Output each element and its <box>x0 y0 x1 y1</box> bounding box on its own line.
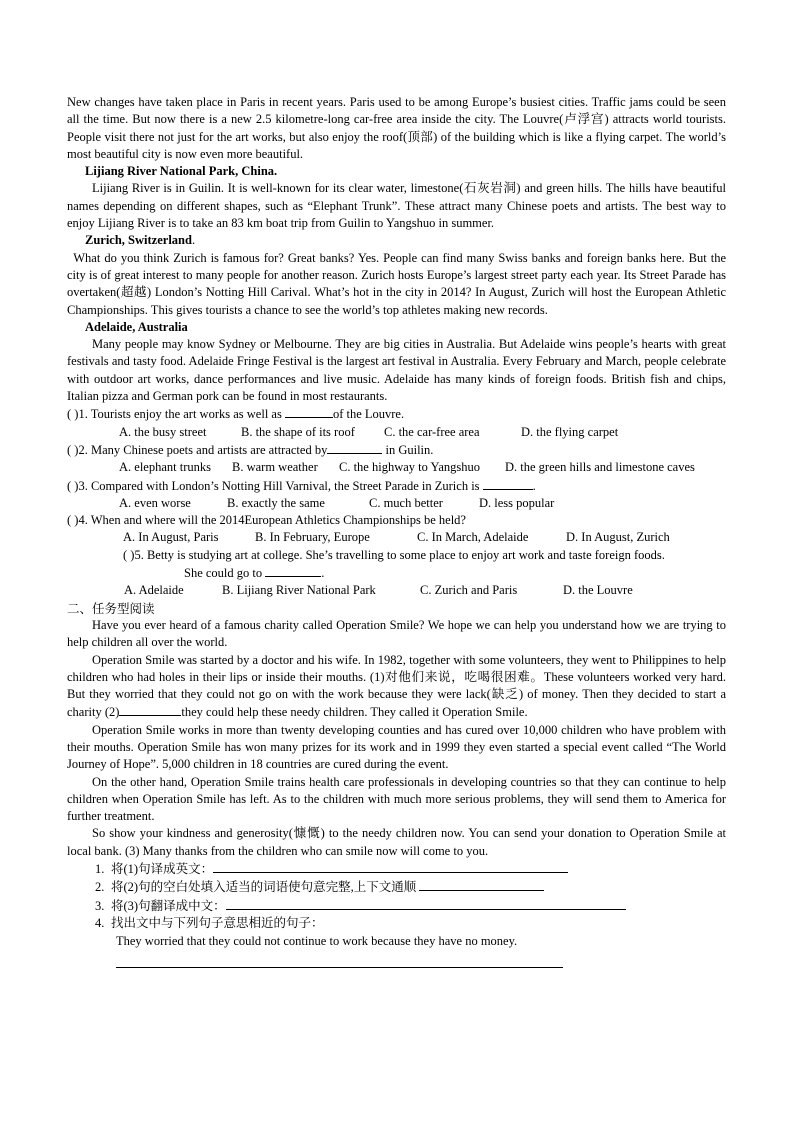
answer-blank[interactable] <box>285 405 333 418</box>
task-number: 1. <box>95 862 105 877</box>
option-a[interactable]: A. elephant trunks <box>119 460 211 475</box>
option-c[interactable]: C. the highway to Yangshuo <box>339 460 480 475</box>
option-b[interactable]: B. warm weather <box>232 460 318 475</box>
question-2-stem: ( )2. Many Chinese poets and artists are attracted by <box>67 442 328 457</box>
task-number: 2. <box>95 880 105 895</box>
answer-blank[interactable] <box>265 564 321 577</box>
task-4-answer-line[interactable] <box>116 955 563 968</box>
answer-line[interactable] <box>213 860 568 873</box>
question-1-stem-end: of the Louvre. <box>332 407 405 422</box>
question-3-stem-end: . <box>532 478 536 493</box>
zurich-paragraph: What do you think Zurich is famous for? Great banks? Yes. People can find many Swiss banks and foreign banks here. But the city is of great interest to many people for another reason. Zurich hosts Europe’s largest street party each year. Its Street Parade has overtaken(超越) London’s Notting Hill Carival. What’s hot in the city in 2014? In August, Zurich will host the European Athletic Championships. This gives tourists a chance to see the world’s top athletes making new records. <box>67 250 726 317</box>
option-a[interactable]: A. the busy street <box>119 424 207 439</box>
question-2-options <box>67 459 726 476</box>
section-2-paragraph-4: On the other hand, Operation Smile trains health care professionals in developing countries so that they can continue to help children when Operation Smile has left. As to the children with much more serious problems, they will send them to America for further treatment. <box>67 774 726 824</box>
task-1 <box>67 860 726 878</box>
adelaide-paragraph: Many people may know Sydney or Melbourne. They are big cities in Australia. But Adelaide wins people’s hearts with great festivals and tasty food. Adelaide Fringe Festival is the largest art festival in Australia. Every February and March, people celebrate with outdoor art works, dance performances and live music. Adelaide has many kinds of foreign foods. British fish and chips, Italian pizza and German pork can be found in most restaurants. <box>67 337 726 404</box>
paris-paragraph: New changes have taken place in Paris in recent years. Paris used to be among Europe’s busiest cities. Traffic jams could be seen all the time. But now there is a new 2.5 kilometre-long car-free area inside the city. The Louvre(卢浮宫) attracts world tourists. People visit there not just for the art works, but also enjoy the roof(顶部) of the building which is like a flying carpet. The world’s most beautiful city is now even more beautiful. <box>67 95 726 161</box>
task-text: 将(2)句的空白处填入适当的词语使句意完整,上下文通顺 <box>111 880 420 895</box>
question-5-stem: ( )5. Betty is studying art at college. She’s travelling to some place to enjoy art work and taste foreign foods. <box>123 547 665 562</box>
section-2-paragraph-3: Operation Smile works in more than twenty developing counties and has cured over 10,000 children who have problem with their mouths. Operation Smile has won many prizes for its work and in 1999 they even started a special event called “The World Journey of Hope”. 5,000 children in 18 countries are cured during the event. <box>67 722 726 772</box>
section-2-paragraph-2 <box>67 652 726 722</box>
option-b[interactable]: B. the shape of its roof <box>241 424 355 439</box>
option-a[interactable]: A. In August, Paris <box>123 530 219 545</box>
option-d[interactable]: D. In August, Zurich <box>566 530 670 545</box>
answer-line[interactable] <box>419 878 544 891</box>
answer-line[interactable] <box>226 897 626 910</box>
task-text: 找出文中与下列句子意思相近的句子： <box>111 915 324 930</box>
question-4-stem: ( )4. When and where will the 2014European Athletics Championships be held? <box>67 513 466 528</box>
question-5-sub: She could go to . <box>184 566 325 581</box>
task-2 <box>67 878 726 896</box>
option-d[interactable]: D. the green hills and limestone caves <box>505 460 695 475</box>
question-1 <box>67 405 726 423</box>
option-c[interactable]: C. In March, Adelaide <box>417 530 529 545</box>
option-a[interactable]: A. even worse <box>119 495 191 510</box>
section-2-paragraph-5: So show your kindness and generosity(慷慨) to the needy children now. You can send your donation to Operation Smile at local bank. (3) Many thanks from the children who can smile now will come to you. <box>67 826 726 858</box>
question-5-sub-text: She could go to <box>184 566 266 581</box>
question-1-options <box>67 424 726 441</box>
question-2 <box>67 441 726 459</box>
section-2-paragraph-2a: Operation Smile was started by a doctor and his wife. In 1982, together with some volunteers, they went to Philippines to help children who had holes in their lips or inside their mouths. (1)对他们来说，吃喝很困难。These volunteers worked very hard. But they worried that they could not go on with the work because they were lack(缺乏) of money. Then they decided to start a charity (2) <box>67 652 726 720</box>
worksheet-page <box>67 94 726 968</box>
question-4 <box>67 512 726 529</box>
option-b[interactable]: B. Lijiang River National Park <box>222 583 376 598</box>
task-4-sentence: They worried that they could not continue to work because they have no money. <box>116 934 518 949</box>
option-d[interactable]: D. less popular <box>479 495 555 510</box>
question-4-options <box>67 529 726 546</box>
task-number: 3. <box>95 898 105 913</box>
option-d[interactable]: D. the Louvre <box>563 583 633 598</box>
lijiang-heading: Lijiang River National Park, China. <box>85 164 278 179</box>
question-5-options <box>67 582 726 599</box>
blank-2[interactable] <box>119 703 181 716</box>
question-3 <box>67 477 726 495</box>
option-d[interactable]: D. the flying carpet <box>521 424 619 439</box>
section-2-paragraph-2b: they could help these needy children. They called it Operation Smile. <box>181 705 528 720</box>
option-b[interactable]: B. In February, Europe <box>255 530 370 545</box>
lijiang-paragraph: Lijiang River is in Guilin. It is well-known for its clear water, limestone(石灰岩洞) and green hills. The hills have beautiful names depending on different shapes, such as “Elephant Trunk”. These attract many Chinese poets and artists. The best way to enjoy Lijiang River is to take an 83 km boat trip from Guilin to Yangshuo in summer. <box>67 181 726 231</box>
adelaide-heading: Adelaide, Australia <box>85 319 188 334</box>
question-3-stem: ( )3. Compared with London’s Notting Hill Varnival, the Street Parade in Zurich is <box>67 478 483 493</box>
option-c[interactable]: C. Zurich and Paris <box>420 583 518 598</box>
task-text: 将(1)句译成英文： <box>111 862 214 877</box>
task-3 <box>67 897 726 915</box>
option-c[interactable]: C. much better <box>369 495 443 510</box>
option-a[interactable]: A. Adelaide <box>124 583 184 598</box>
task-number: 4. <box>95 915 105 930</box>
question-3-options <box>67 495 726 512</box>
section-2-title: 二、任务型阅读 <box>67 600 155 616</box>
question-1-stem: ( )1. Tourists enjoy the art works as well as <box>67 407 285 422</box>
zurich-heading: Zurich, Switzerland. <box>85 233 196 248</box>
zurich-heading-text: Zurich, Switzerland <box>85 233 192 248</box>
answer-blank[interactable] <box>483 477 533 490</box>
section-2-paragraph-1: Have you ever heard of a famous charity called Operation Smile? We hope we can help you understand how we are trying to help children all over the world. <box>67 617 726 650</box>
question-2-stem-end: in Guilin. <box>382 442 434 457</box>
answer-blank[interactable] <box>327 441 382 454</box>
task-text: 将(3)句翻译成中文： <box>111 898 226 913</box>
option-c[interactable]: C. the car-free area <box>384 424 480 439</box>
question-5 <box>67 547 726 564</box>
option-b[interactable]: B. exactly the same <box>227 495 325 510</box>
task-4 <box>67 915 726 932</box>
